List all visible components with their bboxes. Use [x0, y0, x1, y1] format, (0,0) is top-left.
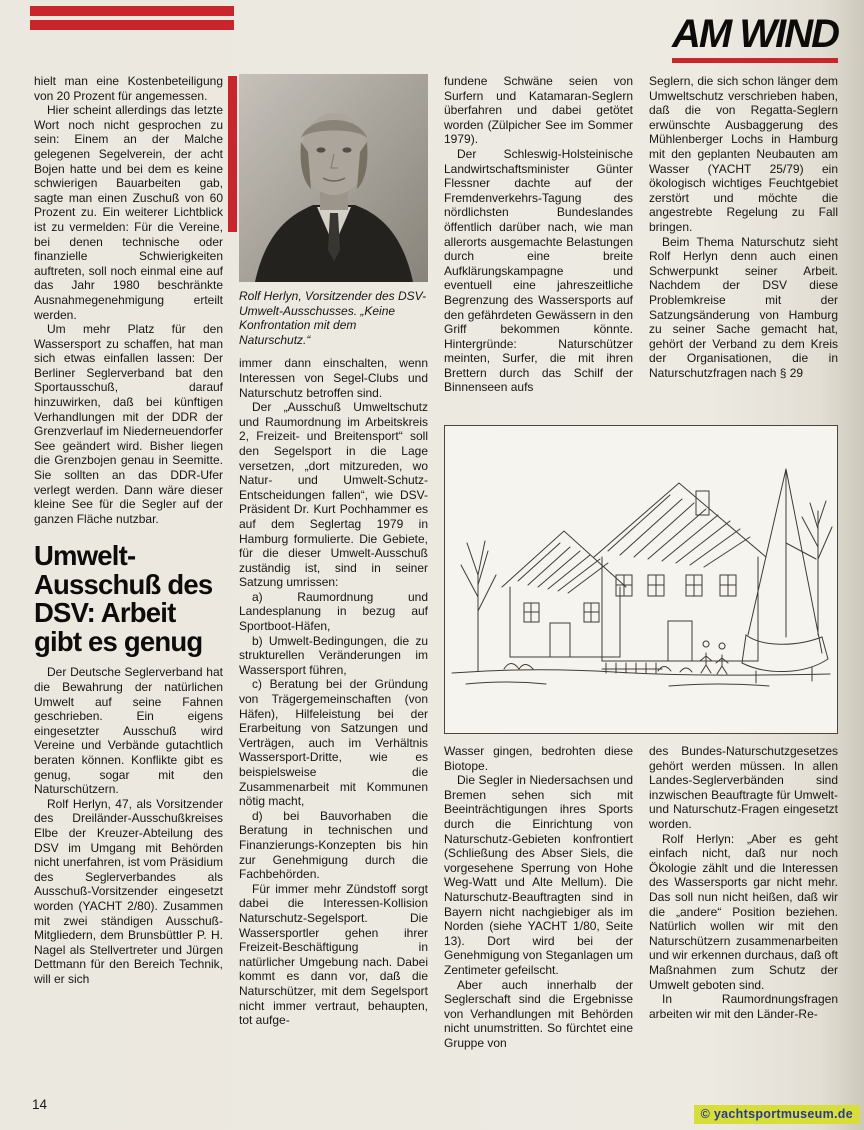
headline-line: gibt es genug: [34, 625, 203, 657]
column-2: [239, 74, 428, 1050]
paragraph: Um mehr Platz für den Wassersport zu schaffen, hat man sich etwas einfallen lassen: Der Berliner Seglerverband bat den Sportausschuß, darauf hinzuwirken, daß bei künftigen Verhandlungen mit der DDR der Grenzverlauf im Niederneuendorfer See geändert wird. Bisher liegen die Grenzbojen genau in Seemitte. Sie sollten an das DDR-Ufer verlegt werden. Dann wäre dieser kleine See für die Segler auf der ganzen Fläche nutzbar.: [34, 322, 223, 526]
paragraph: Für immer mehr Zündstoff sorgt dabei die Interessen-Kollision Naturschutz-Segelsport. Die Wassersportler gehen ihrer Freizeit-Beschäftigung in natürlicher Umgebung nach. Dabei kommt es dann vor, daß die Naturschützer, mit dem Segelsport nicht immer vertraut, behaupten, tot aufge-: [239, 881, 428, 1028]
paragraph: In Raumordnungsfragen arbeiten wir mit den Länder-Re-: [649, 992, 838, 1021]
article-headline: [34, 542, 223, 656]
bottom-text-row: [444, 744, 838, 1050]
headline-line: Ausschuß des: [34, 568, 213, 600]
paragraph: Rolf Herlyn, 47, als Vorsitzender des Dreiländer-Ausschußkreises Elbe der Kreuzer-Abteilung des DSV im Umgang mit Behörden nicht unerfahren, ist vom Präsidium des Seglerverbandes als Ausschuß-Vorsitzender eingesetzt worden (YACHT 2/80). Zusammen mit zwei ständigen Ausschuß-Mitgliedern, dem Brunsbüttler P. H. Nagel als Stellvertreter und Jürgen Dettmann für den Bereich Technik, will er sich: [34, 796, 223, 986]
paragraph: b) Umwelt-Bedingungen, die zu strukturellen Veränderungen im Wassersport führen,: [239, 633, 428, 677]
masthead: [672, 14, 838, 63]
paragraph: a) Raumordnung und Landesplanung in bezug auf Sportboot-Häfen,: [239, 589, 428, 634]
column-4-bottom: [649, 744, 838, 1050]
headline-line: Umwelt-: [34, 540, 136, 572]
column-3-top: [444, 74, 633, 423]
paragraph: Seglern, die sich schon länger dem Umweltschutz verschrieben haben, daß die von Regatta-Seglern erwünschte Ausbaggerung des Mühlenberger Lochs in Hamburg mit den geplanten Neubauten am Wasser (YACHT 25/79) ein ökologisch wichtiges Feuchtgebiet zerstört und möchte die angestrebte Regelung zu Fall bringen.: [649, 74, 838, 234]
paragraph: c) Beratung bei der Gründung von Trägergemeinschaften (von Häfen), Hilfeleistung bei der Erarbeitung von Satzungen und Verträgen, auch im Verhältnis Wassersport-Dritte, wie es beispielsweise die Zusammenarbeit mit Kommunen nötig macht,: [239, 677, 428, 809]
village-illustration: [444, 425, 838, 734]
paragraph: Wasser gingen, bedrohten diese Biotope.: [444, 744, 633, 773]
column-4-top: [649, 74, 838, 423]
paragraph: hielt man eine Kostenbeteiligung von 20 Prozent für angemessen.: [34, 74, 223, 103]
headline-line: DSV: Arbeit: [34, 597, 176, 629]
red-stripe-second: [30, 20, 234, 30]
top-text-row: [444, 74, 838, 423]
article-body: [34, 74, 838, 1050]
paragraph: Rolf Herlyn: „Aber es geht einfach nicht, daß nur noch Ökologie zählt und die Interessen des Wassersports gar nicht mehr. Das soll nun nicht heißen, daß wir die „andere“ Position beziehen. Natürlich wollen wir mit den Naturschützern zusammenarbeiten und wir erkennen durchaus, daß oft Maßnahmen zum Schutz der Umwelt geboten sind.: [649, 831, 838, 992]
paragraph: fundene Schwäne seien von Surfern und Katamaran-Seglern überfahren und dabei getötet worden (Zülpicher See im Sommer 1979).: [444, 74, 633, 147]
paragraph: Die Segler in Niedersachsen und Bremen sehen sich mit Beeinträchtigungen ihres Sports durch die Einrichtung von Naturschutz-Gebieten konfrontiert (Schließung des Abser Siels, die vorgesehene Sperrung von Hohe Weg-Watt und Alte Mellum). Die Naturschutz-Beauftragten sind in Bayern nicht nachgiebiger als im Norden (siehe YACHT 1/80, Seite 13). Dort wird bei der Genehmigung von Steganlagen um Zentimeter gefeilscht.: [444, 773, 633, 977]
page-number: 14: [32, 1097, 48, 1112]
paragraph: immer dann einschalten, wenn Interessen von Segel-Clubs und Naturschutz betroffen sind.: [239, 356, 428, 400]
watermark: © yachtsportmuseum.de: [694, 1105, 860, 1124]
photo-caption: Rolf Herlyn, Vorsitzender des DSV-Umwelt-Ausschusses. „Keine Konfrontation mit dem Naturschutz.“: [239, 289, 427, 347]
paragraph: Der Deutsche Seglerverband hat die Bewahrung der natürlichen Umwelt auf seine Fahnen geschrieben. Ein eigens eingesetzter Ausschuß wird Vereine und Verbände gutachtlich beraten können. Konflikte gibt es genug, sogar mit den Naturschützern.: [34, 665, 223, 797]
columns-3-4: [444, 74, 838, 1050]
masthead-underline: [672, 58, 838, 63]
paragraph: des Bundes-Naturschutzgesetzes gehört werden müssen. In allen Landes-Seglerverbänden sind inzwischen Beauftragte für Umwelt- und Naturschutz-Fragen eingesetzt worden.: [649, 744, 838, 831]
section-logo: AM WIND: [672, 12, 838, 56]
paragraph: Der Schleswig-Holsteinische Landwirtschaftsminister Günter Flessner dachte auf der Fremdenverkehrs-Tagung des nördlichsten Bundeslandes öffentlich darüber nach, wie man allerorts ausgemachte Belastungen durch eine breite Aufklärungskampagne und eventuell eine jahreszeitliche Begrenzung des Wassersports auf den gefährdeten Gewässern in den Griff bekommen könnte. Hintergründe: Naturschützer meinten, Surfer, die mit ihren Brettern durch das Schilf der Binnenseen aufs: [444, 146, 633, 395]
paragraph: Beim Thema Naturschutz sieht Rolf Herlyn denn auch einen Schwerpunkt seiner Arbeit. Nachdem der DSV diese Problemkreise mit der Satzungsänderung von Hamburg zu seiner Sache gemacht hat, gehört der Verband zu dem Kreis der Organisationen, die in Naturschutzfragen nach § 29: [649, 234, 838, 380]
column-1: [34, 74, 223, 1050]
paragraph: Der „Ausschuß Umweltschutz und Raumordnung im Arbeitskreis 2, Freizeit- und Breitensport“ soll den Segelsport in die Lage versetzen, „dort mitzureden, wo Natur- und Umwelt-Schutz-Entscheidungen fallen“, wie DSV-Präsident Dr. Kurt Pochhammer es auf dem Seglertag 1979 in Hamburg formulierte. Die Gebiete, für die dieser Umwelt-Ausschuß zuständig ist, sind in seiner Satzung umrissen:: [239, 400, 428, 590]
portrait-photo: [239, 74, 428, 282]
red-stripe-top: [30, 6, 234, 16]
paragraph: Hier scheint allerdings das letzte Wort noch nicht gesprochen zu sein: Einem an der Malche gelegenen Segelverein, der acht Bojen hatte und bei dem es keine schwierigen Bauarbeiten gab, sagte man einen Zuschuß von 60 Prozent zu. Ein weiterer Lichtblick ist zu vermelden: Für die Vereine, bei denen technische oder finanzielle Schwierigkeiten auftreten, soll noch einmal eine auf das Jahr 1980 beschränkte Ausnahmegenehmigung erteilt werden.: [34, 103, 223, 322]
paragraph: Aber auch innerhalb der Seglerschaft sind die Ergebnisse von Verhandlungen mit Behörden nicht unumstritten. So fürchtet eine Gruppe von: [444, 977, 633, 1050]
paragraph: d) bei Bauvorhaben die Beratung in technischen und Finanzierungs-Konzepten bis hin zur Genehmigung durch die Fachbehörden.: [239, 808, 428, 882]
column-3-bottom: [444, 744, 633, 1050]
